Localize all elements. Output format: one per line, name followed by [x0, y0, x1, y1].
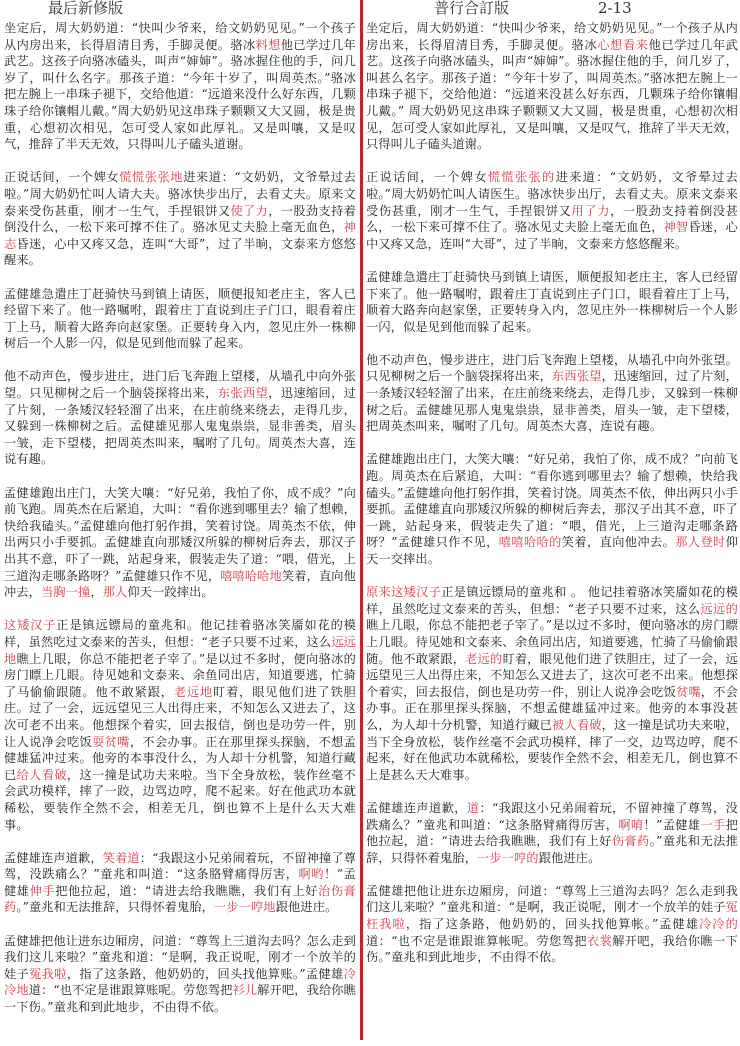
text-run: 孟健雄急遣庄丁赶骑快马到镇上请医，顺便报知老庄主，客人已经留下来了。他一路嘱咐，跟着庄丁直说到庄子门口，眼看着庄丁上马，顺着大路奔向赵家堡，正要转身入内，忽见庄外一株柳树后一个人影一闪，似是见到他而躲了起来。 [366, 269, 738, 334]
changed-text-highlight: 东张西望 [217, 386, 269, 401]
text-run: ！”孟健雄 [4, 867, 356, 898]
text-run: 盯着，眼见他们进了铁胆庄。过了一会，远远望见三人出得庄来，不知怎么又进去了，这次可老不出来。他想探个着实，回去报信，倒也是功劳一件，别让人说净会吃饭 [4, 684, 357, 749]
changed-text-highlight: 神志 [4, 220, 356, 251]
left-version-title: 最后新修版 [48, 0, 124, 17]
text-run: 盯着，眼见他们进了铁胆庄，过了一会，远远望见三人出得庄来，不知怎么又进去了，这次可老不出来。他想探个着实，回去报信，倒也是功劳一件，别让人说净会吃饭 [366, 651, 739, 699]
text-run: ，一股劲支持着倒没什么，一松下来可撑不住了。骆冰见丈夫脸上毫无血色， [4, 203, 357, 235]
changed-text-highlight: 远远的 [700, 601, 739, 616]
text-run: 进来道：“文奶奶，文爷晕过去啦。”周大奶奶忙叫人请医生。骆冰快步出厅，去看丈夫。原来文泰来受伤甚重，刚才一生气，手捏银饼又 [366, 170, 738, 218]
text-run: 坐定后，周大奶奶道：“快叫少爷来，给文奶奶见见。”一个孩子从内房出来，长得眉清目秀，手脚灵便。骆冰 [4, 21, 356, 52]
text-run: ，一股劲支持着倒没甚么，一松下来可撑不住了。骆冰见丈夫脸上毫无血色， [366, 203, 739, 235]
text-run: 正说话间，一个婢女 [4, 170, 120, 185]
text-run: 瞧上几眼，你总不能把老子宰了。”是以过不多时，便向骆冰的房门瞟上几眼。待见她和文泰来、余鱼同出店，知道要逃，忙骑了马偷偷跟随。他不敢紧跟， [4, 651, 356, 699]
text-run: 他不动声色，慢步进庄，进门后飞奔跑上望楼，从墙孔中向外张望。只见柳树之后一个脑袋探将出来， [366, 352, 738, 384]
changed-text-highlight: 啊唷 [618, 817, 644, 832]
changed-text-highlight: 使了力 [230, 203, 269, 218]
text-run: 把他拉起，道：“请进去给我瞧瞧，我们有上好 [366, 817, 738, 849]
text-run: ， [90, 585, 103, 600]
text-run: 正是镇远镖局的童兆和。他记挂着骆冰笑靥如花的模样，虽然吃过文泰来的苦头，但想：“老子只要不过来，这么 [4, 618, 356, 649]
changed-text-highlight: 道 [466, 800, 480, 815]
text-run: ，不会办事。正在那里探头探脑，不想孟健雄猛冲过来。他旁的本事没什么，为人却十分机警，知道行藏已 [4, 734, 356, 782]
paragraph [4, 169, 356, 269]
text-run: ，迅速缩回，过了片刻，一条矮汉轻轻溜了出来，在庄前绕来绕去，走得几步，又躲到一株柳树之后。孟健雄见那人鬼鬼祟祟，显非善类，眉头一皱，走下望楼，把周英杰叫来，嘱咐了几句。周英杰大喜，连说有趣。 [4, 386, 356, 467]
text-run: 解开吧，我给你瞧一下伤。”童兆和到此地步，不由得不依。 [4, 983, 356, 1015]
paragraph [4, 933, 356, 1016]
changed-text-highlight: 冷冷的 [699, 917, 738, 932]
changed-text-highlight: 神智 [663, 220, 689, 235]
text-run: 他不动声色，慢步进庄，进门后飞奔跑上望楼，从墙孔中向外张望。只见柳树之后一个脑袋探将出来， [4, 369, 356, 401]
changed-text-highlight: 耍贫嘴 [92, 734, 130, 749]
changed-text-highlight: 一步一哼的 [477, 850, 539, 865]
changed-text-highlight: 嘻嘻哈哈的 [498, 535, 562, 550]
paragraph [4, 286, 356, 352]
changed-text-highlight: 心想看来 [597, 37, 649, 52]
paragraph [4, 850, 356, 916]
text-run: 昏迷，心中又疼又急，连叫“大哥”，过了半晌，文泰来方悠悠醒来。 [4, 236, 356, 268]
text-run: ：“我跟这小兄弟闹着玩，不留神撞了尊驾，没跌痛么？”童兆和叫道：“这条胳臂痛得厉害， [366, 800, 738, 832]
paragraph [366, 20, 738, 153]
text-run: 孟健雄连声道歉， [4, 850, 103, 865]
right-column-body [366, 20, 738, 966]
left-column-header [4, 0, 356, 20]
paragraph [4, 368, 356, 468]
changed-text-highlight: 慌慌张张地 [119, 170, 184, 185]
paragraph [366, 883, 738, 966]
changed-text-highlight: 冤我啦 [29, 966, 67, 981]
text-run: 把他拉起，道：“请进去给我瞧瞧，我们有上好 [55, 883, 319, 898]
text-run: 孟健雄把他让进东边厢房，问道：“尊驾上三道沟去吗？怎么走到我们这儿来啦？”童兆和道：“是啊，我正说呢，刚才一个放羊的娃子 [366, 883, 738, 915]
changed-text-highlight: 衫儿 [232, 983, 258, 998]
changed-text-highlight: 那人登时 [675, 535, 726, 550]
text-run: 瞧上几眼，你总不能把老子宰了。”是以过不多时，便向骆冰的房门瞟上几眼。待见她和文泰来、余鱼同出店，知道要逃，忙骑了马偷偷跟随。他不敢紧跟， [366, 618, 738, 666]
text-run: 跟他进庄。 [275, 900, 338, 915]
text-run: ：“我跟这小兄弟闹着玩，不留神撞了尊驾，没跌痛么？”童兆和叫道：“这条胳臂痛得厉害， [4, 850, 356, 882]
changed-text-highlight: 衣裳 [586, 933, 613, 948]
right-version-title: 普行合訂版 [434, 0, 510, 17]
text-run: 道：“也不定是谁跟算账呢。劳您驾把 [28, 983, 233, 998]
changed-text-highlight: 给人看破 [16, 767, 67, 782]
changed-text-highlight: 笑着道 [102, 850, 140, 865]
paragraph [4, 20, 356, 153]
text-run: 孟健雄跑出庄门，大笑大嚷：“好兄弟，我怕了你，成不成？”向前飞跑。周英杰在后紧追，大叫：“看你逃到哪里去？输了想赖，快给我磕头。”孟健雄向他打躬作揖，笑着讨饶。周英杰不依，伸出两只小手要抓。孟健雄直向那矮汉所躲的柳树后奔去，那汉子出其不意，吓了一跳，站起身来，假装走失了道：“喂，借光，上三道沟走哪条路呀？”孟健雄只作不见， [4, 485, 356, 583]
text-run: 道：“也不定是谁跟谁算帐呢。劳您驾把 [366, 933, 587, 948]
changed-text-highlight: 原来这矮汉子 [366, 585, 442, 600]
changed-text-highlight: 这矮汉子 [4, 618, 57, 633]
text-run: 。”童兆和无法推辞，只得怀着鬼胎， [16, 900, 215, 915]
text-run: 正是镇远镖局的童兆和 。 他记挂着骆冰笑靥如花的模样，虽然吃过文泰来的苦头，但想：“老子只要不过来，这么 [366, 585, 739, 616]
changed-text-highlight: 那人 [102, 585, 128, 600]
text-run: 解开吧，我给你瞧一下伤。”童兆和到此地步，不由得不依。 [366, 933, 738, 965]
text-run: 仰天一跤摔出。 [127, 585, 214, 600]
text-run: ，这一撞是试功夫来啦，当下全身放松，装作丝毫不会武功模样，摔了一交，边骂边哼，爬不起来，好在他武功本就稀松，要装作全然不会，相差无几，倒也算不上是甚么天大难事。 [366, 717, 738, 782]
changed-text-highlight: 料想 [255, 37, 281, 52]
changed-text-highlight: 一步一哼地 [214, 900, 276, 915]
text-run: 他已学过几年武艺。这孩子向骆冰磕头，叫声“婶婶”。骆冰握住他的手，问几岁了，叫甚么名字。那孩子道：“今年十岁了，叫周英杰。”骆冰把左腕上一串珠子褪下，交给他道：“远道来没甚么好东西，几颗珠子给你镶帽儿戴。” 周大奶奶见这串珠子颗颗又大又圆，极是贵重，心想初次相见，怎可受人家如此厚礼，又是叫嚷，又是叹气，推辞了半天无效，只得叫儿子磕头道谢。 [366, 37, 738, 152]
paragraph [366, 169, 738, 252]
paragraph [4, 485, 356, 601]
text-run: ，指了这条路，他奶奶的，回头找他算帐。”孟健雄 [405, 917, 700, 932]
changed-text-highlight: 老远地 [173, 684, 214, 699]
paragraph [366, 451, 738, 567]
text-run: 笑着，直向他冲去， [4, 568, 356, 600]
changed-text-highlight: 被人看破 [552, 717, 602, 732]
changed-text-highlight: 一手 [700, 817, 726, 832]
changed-text-highlight: 嘻嘻哈哈地 [220, 568, 282, 583]
changed-text-highlight: 贫嘴 [676, 684, 701, 699]
paragraph [366, 584, 738, 783]
changed-text-highlight: 慌慌张张的 [487, 170, 556, 185]
text-run: 坐定后，周大奶奶道：“快叫少爷来，给文奶奶见见。”一个孩子从内房出来，长得眉清目秀，手脚灵便。骆冰 [366, 21, 738, 52]
text-run: 孟健雄把他让进东边厢房，问道：“尊驾上三道沟去吗？怎么走到我们这儿来啦？”童兆和道：“是啊，我正说呢，刚才一个放羊的娃子 [4, 933, 356, 981]
text-run: 进来道：“文奶奶，文爷晕过去啦。”周大奶奶忙叫人请大夫。骆冰快步出厅，去看丈夫。原来文泰来受伤甚重，刚才一生气，手捏银饼又 [4, 170, 356, 218]
text-run: ，这一撞是试功夫来啦。当下全身放松，装作丝毫不会武功模样，摔了一跤，边骂边哼，爬不起来。好在他武功本就稀松，要装作全然不会，相差无几，倒也算不上是什么天大难事。 [4, 767, 357, 832]
text-run: 笑着，直向他冲去。 [561, 535, 676, 550]
paragraph [366, 352, 738, 435]
changed-text-highlight: 当胸一撞 [41, 585, 91, 600]
left-column-latest-revision [4, 0, 356, 1032]
paragraph [366, 800, 738, 866]
text-run: ，不会办事。正在那里探头探脑，不想孟健雄猛冲过来。他旁的本事没甚么，为人却十分机警，知道行藏已 [366, 684, 739, 732]
column-divider [360, 0, 363, 1040]
right-column-common-edition [366, 0, 738, 982]
text-run: ，迅速缩回，过了片刻，一条矮汉轻轻溜了出来，在庄前绕来绕去，走得几步，又躲到一株柳树之后。孟健雄见那人鬼鬼祟祟，显非善类，眉头一皱，走下望楼，把周英杰叫来，嘱咐了几句。周英杰大喜，连说有趣。 [366, 369, 738, 434]
text-run: ，指了这条路，他奶奶的，回头找他算账。”孟健雄 [66, 966, 344, 981]
text-run: 。”童兆和无法推辞，只得怀着鬼胎， [366, 834, 738, 865]
left-column-body [4, 20, 356, 1016]
changed-text-highlight: 治伤膏药 [4, 883, 356, 915]
changed-text-highlight: 啊哟 [298, 867, 325, 882]
text-run: 昏迷，心中又疼又急，连叫“大哥”，过了半晌，文泰来方悠悠醒来。 [366, 220, 738, 251]
text-run: 正说话间，一个婢女 [366, 170, 488, 185]
changed-text-highlight: 冷冷地 [4, 966, 356, 998]
paragraph [366, 269, 738, 335]
text-run: 跟他进庄。 [538, 850, 601, 865]
changed-text-highlight: 伤膏药 [611, 834, 650, 849]
changed-text-highlight: 伸手 [29, 883, 56, 898]
changed-text-highlight: 远远地 [4, 634, 356, 666]
changed-text-highlight: 用了力 [571, 203, 611, 218]
page-number: 2-13 [598, 0, 632, 17]
paragraph [4, 617, 356, 833]
changed-text-highlight: 冤枉我啦 [366, 900, 738, 932]
text-run: 孟健雄急遣庄丁赶骑快马到镇上请医，顺便报知老庄主，客人已经留下来了。他一路嘱咐，跟着庄丁直说到庄子门口，眼看着庄丁上马，顺着大路奔向赵家堡。正要转身入内，忽见庄外一株柳树后一个人影一闪，似是见到他而躲了起来。 [4, 286, 356, 351]
text-run: 他已学过几年武艺。这孩子向骆冰磕头，叫声“婶婶”。骆冰握住他的手，问几岁了，叫什么名字。那孩子道：“今年十岁了，叫周英杰。”骆冰把左腕上一串珠子褪下，交给他道：“远道来没什么好东西，几颗珠子给你镶帽儿戴。”周大奶奶见这串珠子颗颗又大又圆，极是贵重，心想初次相见，怎可受人家如此厚礼。又是叫嚷，又是叹气，推辞了半天无效，只得叫儿子磕头道谢。 [4, 37, 356, 152]
text-run: 孟健雄连声道歉， [366, 800, 467, 815]
text-run: ！”孟健雄 [643, 817, 701, 832]
text-run: 孟健雄跑出庄门，大笑大嚷：“好兄弟，我怕了你，成不成？”向前飞跑。周英杰在后紧追，大叫：“看你逃到哪里去？输了想赖，快给我磕头。”孟健雄向他打躬作揖，笑着讨饶。周英杰不依，伸出两只小手要抓。孟健雄直向那矮汉所躲的柳树后奔去，那汉子出其不意，吓了一跳，站起身来，假装走失了道：“喂，借光，上三道沟走哪条路呀？”孟健雄只作不见， [366, 452, 738, 550]
changed-text-highlight: 老远的 [465, 651, 503, 666]
changed-text-highlight: 东西张望 [552, 369, 602, 384]
text-run: 仰天一交摔出。 [366, 535, 739, 566]
right-column-header [366, 0, 738, 20]
